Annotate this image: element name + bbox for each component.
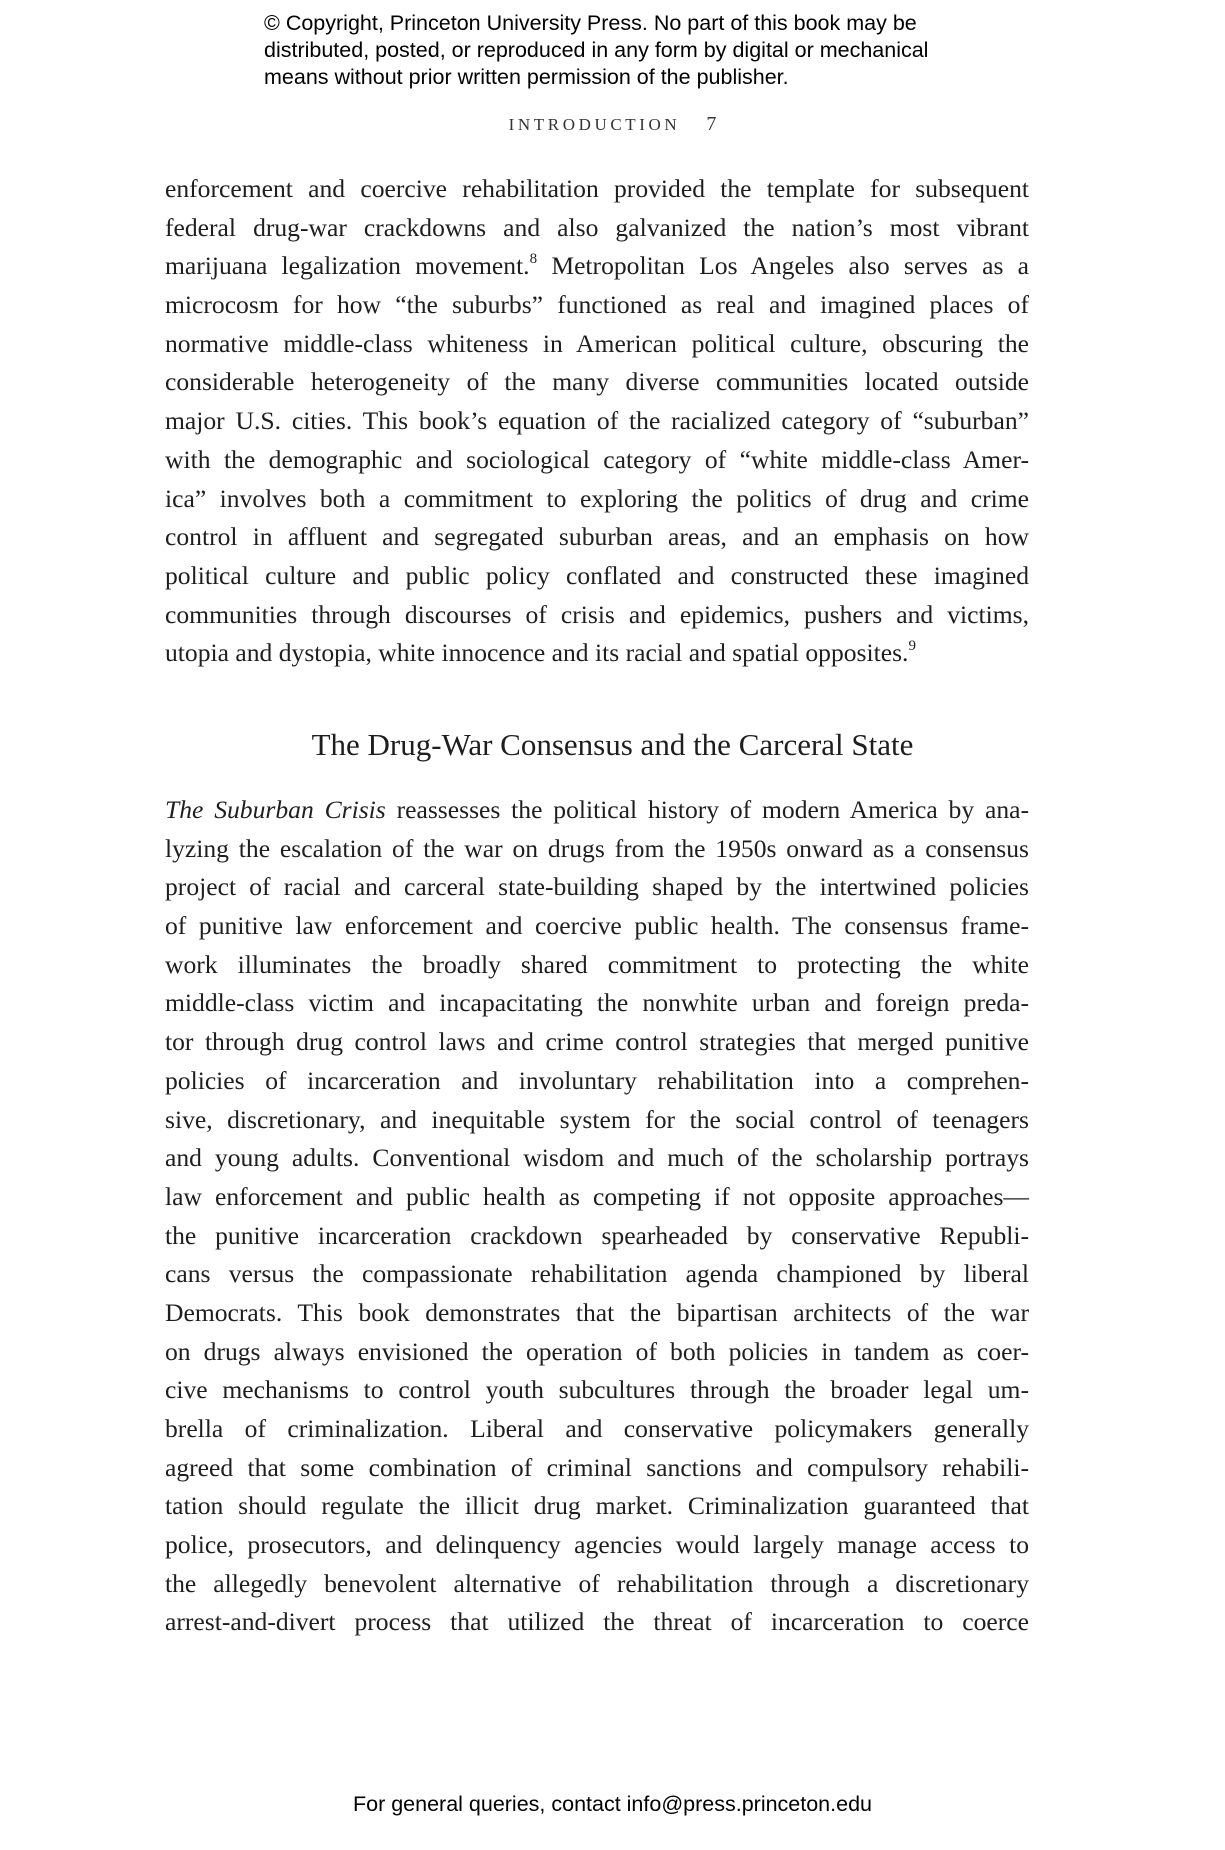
text-fragment: Metropolitan Los Angeles also serves as a [537,251,1029,281]
text-line: lyzing the escalation of the war on drugs from the 1950s onward as a consensus [165,833,1029,863]
text-line: with the demographic and sociological category of “white middle-class Amer- [165,444,1029,474]
text-line: tor through drug control laws and crime control strategies that merged punitive [165,1027,1029,1057]
page-number: 7 [706,113,717,135]
paragraph-2 [165,791,1029,1642]
text-line: agreed that some combination of criminal sanctions and compulsory rehabili- [165,1452,1029,1482]
text-line: middle-class victim and incapacitating the nonwhite urban and foreign preda- [165,988,1029,1018]
text-line: work illuminates the broadly shared commitment to protecting the white [165,949,1029,979]
text-line: control in affluent and segregated suburban areas, and an emphasis on how [165,522,1029,552]
text-line: major U.S. cities. This book’s equation of the racialized category of “suburban” [165,406,1029,436]
text-line: considerable heterogeneity of the many diverse communities located outside [165,367,1029,397]
running-head [0,113,1225,136]
text-line: political culture and public policy conflated and constructed these imagined [165,560,1029,590]
text-line: police, prosecutors, and delinquency agencies would largely manage access to [165,1530,1029,1560]
text-fragment: marijuana legalization movement. [165,251,530,281]
text-line: Democrats. This book demonstrates that the bipartisan architects of the war [165,1297,1029,1327]
text-line: communities through discourses of crisis and epidemics, pushers and victims, [165,599,1029,629]
text-line: brella of criminalization. Liberal and conservative policymakers generally [165,1414,1029,1443]
copyright-line: distributed, posted, or reproduced in any form by digital or mechanical [264,38,929,62]
text-fragment: reassesses the political history of modern America by ana- [385,795,1030,824]
copyright-line: means without prior written permission of the publisher. [264,65,789,89]
text-fragment: utopia and dystopia, white innocence and its racial and spatial opposites. [165,638,909,668]
text-line: cans versus the compassionate rehabilitation agenda championed by liberal [165,1259,1029,1289]
text-line: and young adults. Conventional wisdom and much of the scholarship portrays [165,1143,1029,1173]
text-line: ica” involves both a commitment to exploring the politics of drug and crime [165,483,1029,513]
text-line: sive, discretionary, and inequitable system for the social control of teenagers [165,1104,1029,1134]
text-line: the allegedly benevolent alternative of rehabilitation through a discretionary [165,1568,1029,1598]
text-line: policies of incarceration and involuntary rehabilitation into a comprehen- [165,1065,1029,1095]
text-line: arrest-and-divert process that utilized the threat of incarceration to coerce [165,1607,1029,1637]
running-head-title: INTRODUCTION [508,115,681,134]
section-heading: The Drug-War Consensus and the Carceral State [311,727,914,762]
footer-contact: For general queries, contact info@press.princeton.edu [352,1792,872,1816]
footnote-ref: 8 [529,251,538,268]
text-line: on drugs always envisioned the operation of both policies in tandem as coer- [165,1336,1029,1366]
text-line: federal drug-war crackdowns and also galvanized the nation’s most vibrant [165,212,1029,242]
book-title: The Suburban Crisis [165,795,386,824]
footnote-ref: 9 [908,638,916,655]
text-line [165,247,1029,286]
text-line [165,791,1029,830]
paragraph-1 [165,170,1029,673]
text-line: microcosm for how “the suburbs” functioned as real and imagined places of [165,290,1029,320]
text-line: law enforcement and public health as competing if not opposite approaches— [165,1181,1029,1211]
text-line: project of racial and carceral state-building shaped by the intertwined policies [165,872,1029,902]
text-line: the punitive incarceration crackdown spearheaded by conservative Republi- [165,1220,1029,1250]
text-line: cive mechanisms to control youth subcultures through the broader legal um- [165,1375,1029,1405]
text-line: tation should regulate the illicit drug market. Criminalization guaranteed that [165,1491,1029,1521]
copyright-notice [264,10,1024,91]
text-line: enforcement and coercive rehabilitation provided the template for subsequent [165,174,1029,203]
copyright-line: © Copyright, Princeton University Press. No part of this book may be [264,11,917,35]
text-line: of punitive law enforcement and coercive public health. The consensus frame- [165,911,1029,941]
text-line [165,634,1029,673]
text-line: normative middle-class whiteness in American political culture, obscuring the [165,328,1029,358]
